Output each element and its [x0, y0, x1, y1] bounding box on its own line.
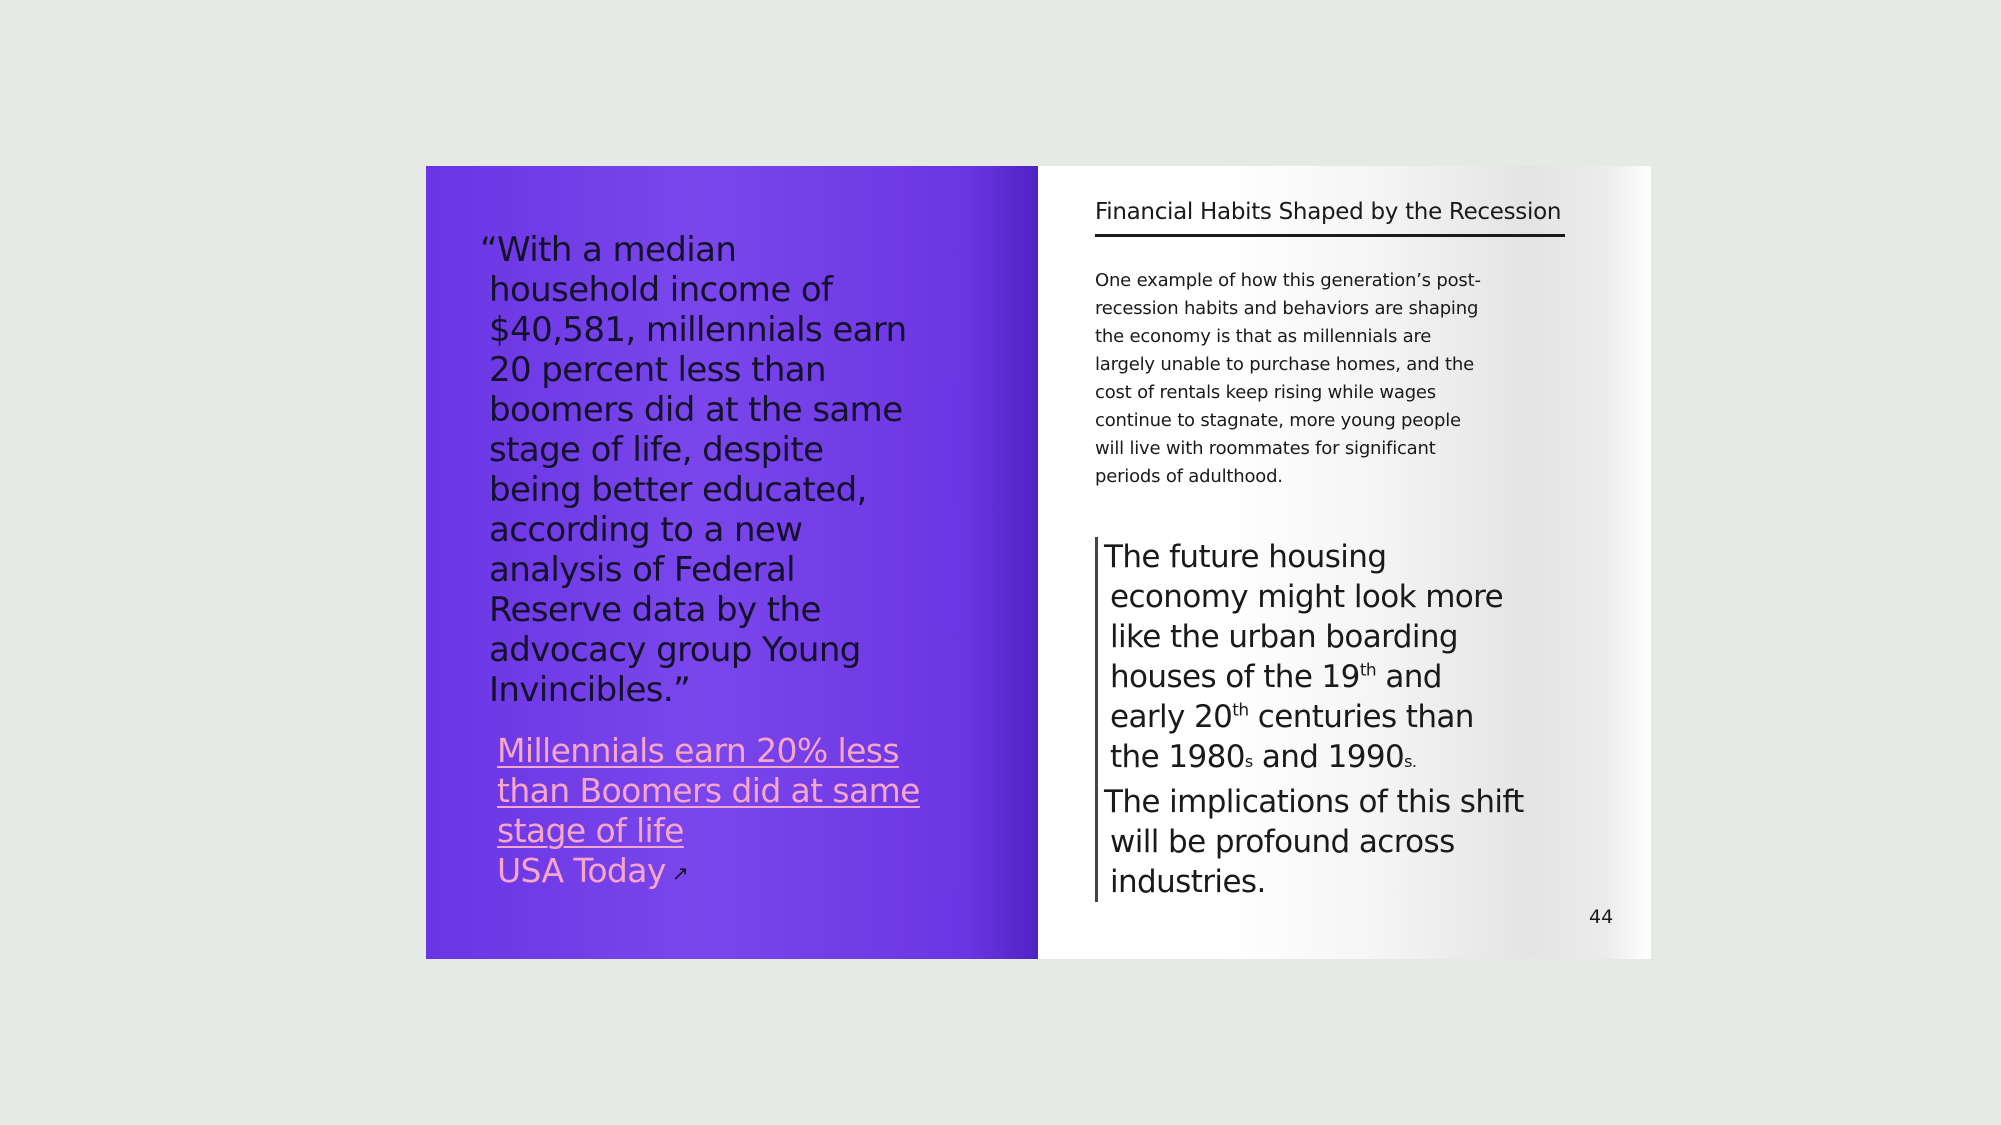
pull-quote: [1095, 537, 1524, 902]
quote-source: [497, 731, 927, 893]
pull-quote-paragraph-2: The implications of this shift will be profound across industries.: [1104, 784, 1524, 900]
featured-quote: “With a median household income of $40,581, millennials earn 20 percent less than boomers did at the same stage of life, despite being better educated, according to a new analysis of Federal Reserve data by the advocacy group Young Invincibles.”: [480, 230, 907, 710]
left-page: [426, 166, 1038, 959]
source-publication[interactable]: USA Today: [497, 851, 666, 890]
right-page: [1038, 166, 1651, 959]
page-number: 44: [1589, 906, 1614, 928]
pull-quote-paragraph-1: The future housing economy might look more like the urban boarding houses of the 19th and early 20th centuries than the 1980s and 1990s.: [1104, 539, 1504, 775]
external-link-arrow-icon[interactable]: ↗: [671, 860, 688, 885]
body-paragraph: One example of how this generation’s post-recession habits and behaviors are shaping the economy is that as millennials are largely unable to purchase homes, and the cost of rentals keep rising while wages continue to stagnate, more young people will live with roommates for significant periods of adulthood.: [1095, 270, 1481, 487]
section-title: Financial Habits Shaped by the Recession: [1095, 199, 1562, 225]
book-spread: [426, 166, 1651, 959]
source-article-link[interactable]: Millennials earn 20% less than Boomers did at same stage of life: [497, 731, 920, 850]
title-divider: [1095, 234, 1565, 237]
